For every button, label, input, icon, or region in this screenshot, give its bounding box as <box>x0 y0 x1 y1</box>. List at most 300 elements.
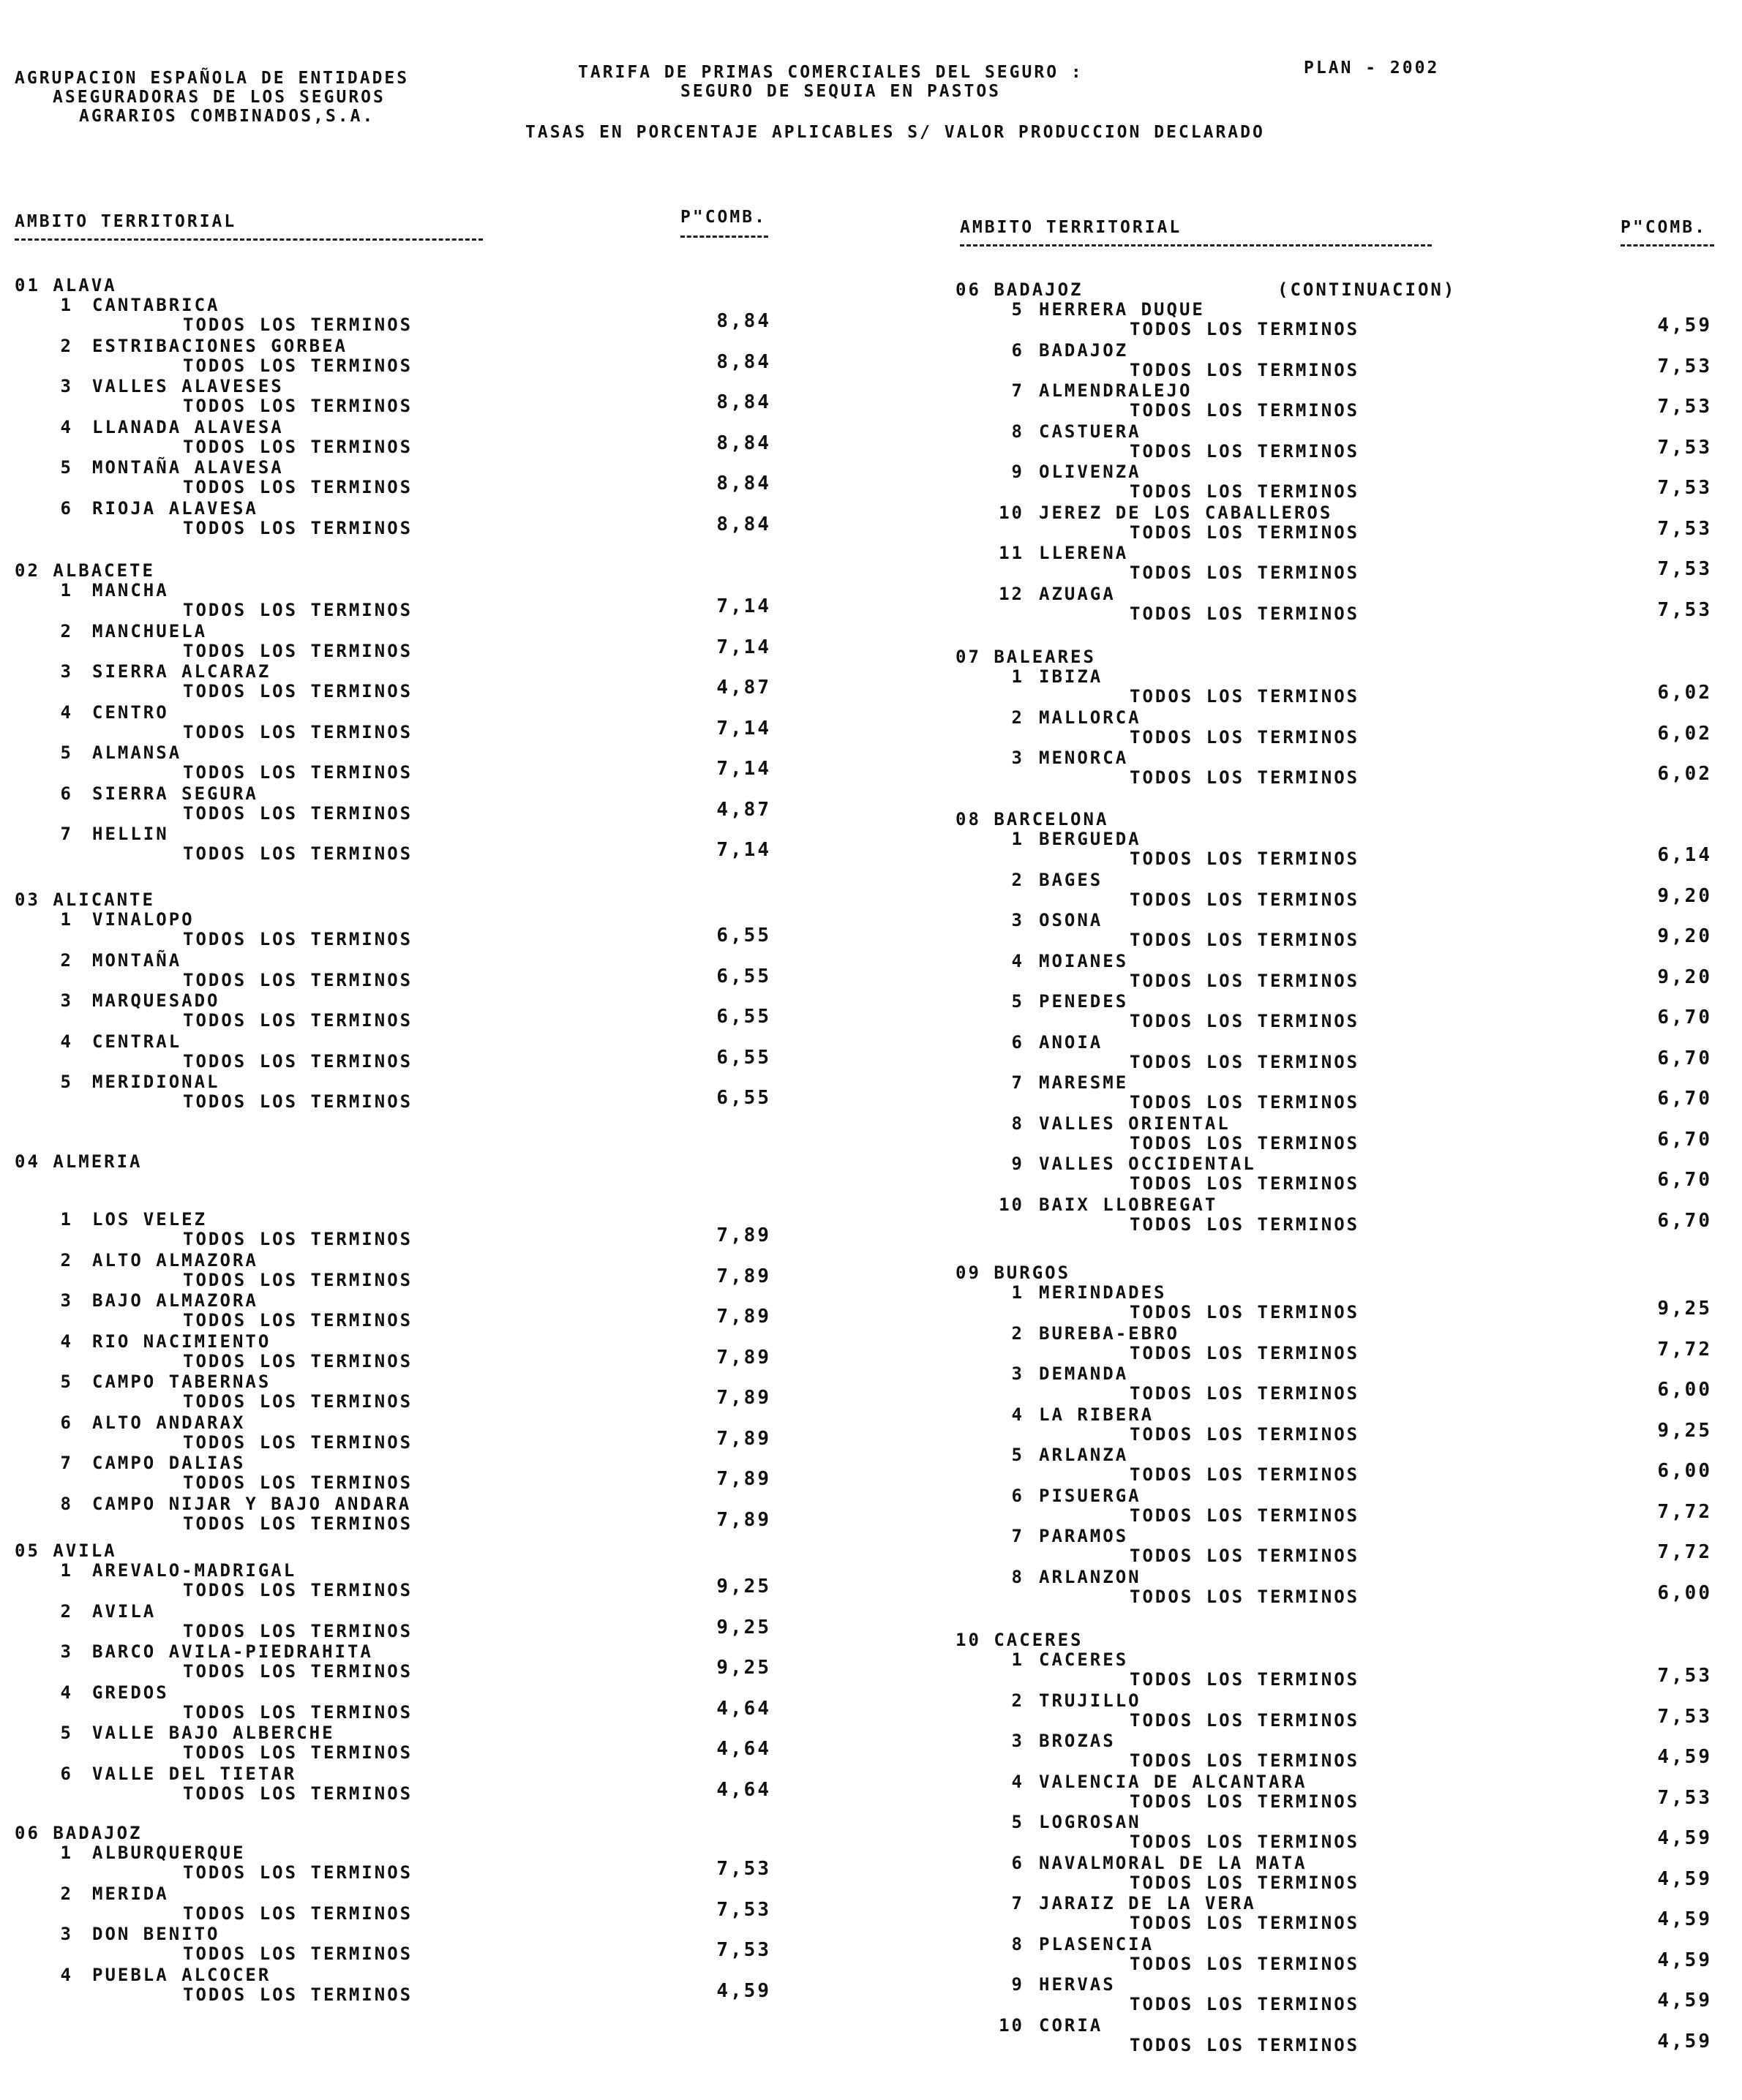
premium-rate: 9,20 <box>1657 966 1712 988</box>
terms-label: TODOS LOS TERMINOS <box>1130 1791 1360 1812</box>
comarca-number: 7 <box>60 1453 73 1473</box>
terms-label: TODOS LOS TERMINOS <box>183 315 413 335</box>
comarca-number: 2 <box>60 620 73 641</box>
column-underline-pcomb-right <box>1621 244 1714 246</box>
terms-label: TODOS LOS TERMINOS <box>1130 481 1360 502</box>
comarca-name: OSONA <box>1039 910 1103 930</box>
comarca-name: VALLE BAJO ALBERCHE <box>92 1723 335 1743</box>
comarca-number: 5 <box>60 457 73 478</box>
premium-rate: 7,72 <box>1657 1500 1712 1523</box>
premium-rate: 9,25 <box>716 1576 771 1597</box>
terms-label: TODOS LOS TERMINOS <box>1130 970 1360 991</box>
comarca-name: LOGROSAN <box>1039 1812 1141 1832</box>
terms-label: TODOS LOS TERMINOS <box>1130 1342 1360 1363</box>
terms-label: TODOS LOS TERMINOS <box>183 762 413 783</box>
comarca-name: IBIZA <box>1039 666 1103 687</box>
terms-label: TODOS LOS TERMINOS <box>1130 848 1360 869</box>
terms-label: TODOS LOS TERMINOS <box>1130 1092 1360 1113</box>
comarca-number: 8 <box>1011 421 1024 442</box>
terms-label: TODOS LOS TERMINOS <box>1130 1505 1360 1526</box>
premium-rate: 6,02 <box>1657 722 1712 745</box>
terms-label: TODOS LOS TERMINOS <box>1130 1051 1360 1072</box>
comarca-name: JARAIZ DE LA VERA <box>1039 1893 1256 1913</box>
premium-rate: 9,25 <box>716 1616 771 1638</box>
terms-label: TODOS LOS TERMINOS <box>1130 1383 1360 1404</box>
column-header-pcomb-left: P"COMB. <box>680 208 767 227</box>
premium-rate: 6,02 <box>1657 682 1712 704</box>
premium-rate: 8,84 <box>716 310 771 332</box>
premium-rate: 8,84 <box>716 432 771 454</box>
terms-label: TODOS LOS TERMINOS <box>1130 1913 1360 1933</box>
comarca-number: 4 <box>60 1682 73 1703</box>
comarca-number: 7 <box>60 824 73 844</box>
comarca-number: 1 <box>60 1209 73 1230</box>
comarca-number: 4 <box>60 416 73 437</box>
comarca-number: 5 <box>1011 299 1024 320</box>
terms-label: TODOS LOS TERMINOS <box>183 802 413 824</box>
comarca-number: 1 <box>1011 1649 1024 1670</box>
comarca-number: 6 <box>1011 339 1024 361</box>
comarca-number: 2 <box>1011 707 1024 728</box>
premium-rate: 7,89 <box>716 1306 771 1328</box>
premium-rate: 7,53 <box>1657 517 1712 540</box>
comarca-number: 2 <box>1011 1690 1024 1711</box>
terms-label: TODOS LOS TERMINOS <box>183 1010 413 1031</box>
comarca-number: 10 <box>999 2014 1024 2036</box>
comarca-number: 7 <box>1011 1893 1024 1913</box>
premium-rate: 7,53 <box>1657 1705 1712 1728</box>
premium-rate: 6,00 <box>1657 1379 1712 1401</box>
terms-label: TODOS LOS TERMINOS <box>183 477 413 497</box>
terms-label: TODOS LOS TERMINOS <box>183 355 413 376</box>
column-header-pcomb-right: P"COMB. <box>1621 218 1707 237</box>
comarca-name: ALTO ANDARAX <box>92 1412 246 1433</box>
terms-label: TODOS LOS TERMINOS <box>1130 686 1360 707</box>
comarca-name: MERIDA <box>92 1883 169 1904</box>
continuation-label: (CONTINUACION) <box>1277 279 1457 300</box>
comarca-name: MANCHA <box>92 580 169 601</box>
terms-label: TODOS LOS TERMINOS <box>1130 522 1360 543</box>
comarca-number: 4 <box>60 1964 73 1985</box>
comarca-number: 1 <box>60 1560 73 1581</box>
terms-label: TODOS LOS TERMINOS <box>1130 726 1360 748</box>
premium-rate: 4,59 <box>716 1979 771 2002</box>
comarca-name: SIERRA ALCARAZ <box>92 661 271 682</box>
comarca-number: 10 <box>999 502 1024 523</box>
org-name-line3: AGRARIOS COMBINADOS,S.A. <box>79 107 375 126</box>
comarca-number: 5 <box>60 1072 73 1092</box>
insurance-name: SEGURO DE SEQUIA EN PASTOS <box>680 82 1002 101</box>
terms-label: TODOS LOS TERMINOS <box>1130 767 1360 788</box>
terms-label: TODOS LOS TERMINOS <box>1130 1464 1360 1485</box>
comarca-name: BAGES <box>1039 869 1103 890</box>
terms-label: TODOS LOS TERMINOS <box>183 1742 413 1763</box>
premium-rate: 9,20 <box>1657 884 1712 907</box>
premium-rate: 4,59 <box>1657 1867 1712 1890</box>
premium-rate: 7,72 <box>1657 1541 1712 1563</box>
premium-rate: 7,53 <box>716 1858 771 1880</box>
comarca-number: 4 <box>60 1031 73 1052</box>
comarca-name: MOIANES <box>1039 950 1129 971</box>
province-heading: 02 ALBACETE <box>15 560 155 581</box>
terms-label: TODOS LOS TERMINOS <box>183 1269 413 1290</box>
premium-rate: 7,53 <box>1657 396 1712 418</box>
premium-rate: 7,14 <box>716 839 771 861</box>
comarca-name: CANTABRICA <box>92 295 220 315</box>
terms-label: TODOS LOS TERMINOS <box>1130 1173 1360 1194</box>
comarca-name: BADAJOZ <box>1039 339 1129 361</box>
comarca-number: 3 <box>1011 1363 1024 1384</box>
premium-rate: 8,84 <box>716 350 771 373</box>
premium-rate: 7,89 <box>716 1265 771 1287</box>
terms-label: TODOS LOS TERMINOS <box>183 1513 413 1534</box>
terms-label: TODOS LOS TERMINOS <box>1130 889 1360 910</box>
premium-rate: 4,59 <box>1657 1908 1712 1930</box>
comarca-number: 3 <box>1011 748 1024 768</box>
comarca-name: CAMPO DALIAS <box>92 1453 246 1473</box>
comarca-name: ESTRIBACIONES GORBEA <box>92 335 348 356</box>
terms-label: TODOS LOS TERMINOS <box>183 517 413 538</box>
comarca-number: 6 <box>1011 1031 1024 1053</box>
comarca-number: 8 <box>1011 1933 1024 1954</box>
comarca-number: 5 <box>60 1371 73 1392</box>
comarca-name: MERIDIONAL <box>92 1072 220 1092</box>
comarca-name: JEREZ DE LOS CABALLEROS <box>1039 502 1333 523</box>
premium-rate: 4,64 <box>716 1778 771 1801</box>
premium-rate: 6,55 <box>716 1087 771 1109</box>
comarca-number: 5 <box>1011 1812 1024 1832</box>
premium-rate: 7,53 <box>1657 558 1712 580</box>
comarca-name: MERINDADES <box>1039 1282 1167 1303</box>
premium-rate: 7,14 <box>716 758 771 780</box>
comarca-number: 7 <box>1011 1526 1024 1546</box>
terms-label: TODOS LOS TERMINOS <box>183 1661 413 1682</box>
terms-label: TODOS LOS TERMINOS <box>183 1903 413 1924</box>
comarca-name: CAMPO NIJAR Y BAJO ANDARA <box>92 1493 412 1514</box>
org-name-line1: AGRUPACION ESPAÑOLA DE ENTIDADES <box>15 69 410 88</box>
comarca-number: 7 <box>1011 380 1024 401</box>
premium-rate: 4,64 <box>716 1697 771 1720</box>
comarca-name: VINALOPO <box>92 909 195 930</box>
comarca-name: ARLANZON <box>1039 1566 1141 1587</box>
comarca-name: LLERENA <box>1039 543 1129 563</box>
comarca-number: 6 <box>60 783 73 804</box>
comarca-name: PLASENCIA <box>1039 1933 1155 1954</box>
comarca-number: 8 <box>1011 1566 1024 1587</box>
terms-label: TODOS LOS TERMINOS <box>1130 1586 1360 1607</box>
premium-rate: 7,72 <box>1657 1338 1712 1361</box>
premium-rate: 7,89 <box>716 1468 771 1490</box>
comarca-name: PUEBLA ALCOCER <box>92 1964 271 1985</box>
comarca-name: LOS VELEZ <box>92 1209 208 1230</box>
terms-label: TODOS LOS TERMINOS <box>183 1091 413 1112</box>
comarca-name: BROZAS <box>1039 1731 1116 1751</box>
premium-rate: 8,84 <box>716 473 771 494</box>
comarca-name: OLIVENZA <box>1039 462 1141 482</box>
comarca-name: MONTAÑA ALAVESA <box>92 457 284 478</box>
comarca-name: CAMPO TABERNAS <box>92 1371 271 1392</box>
province-heading: 07 BALEARES <box>956 647 1096 667</box>
rates-subtitle: TASAS EN PORCENTAJE APLICABLES S/ VALOR PRODUCCION DECLARADO <box>525 123 1265 142</box>
comarca-name: HERVAS <box>1039 1974 1116 1995</box>
terms-label: TODOS LOS TERMINOS <box>183 1431 413 1453</box>
comarca-number: 4 <box>60 1331 73 1352</box>
terms-label: TODOS LOS TERMINOS <box>1130 1302 1360 1322</box>
comarca-number: 1 <box>60 1843 73 1863</box>
comarca-number: 2 <box>60 1883 73 1904</box>
comarca-number: 3 <box>60 1641 73 1662</box>
premium-rate: 6,00 <box>1657 1460 1712 1482</box>
terms-label: TODOS LOS TERMINOS <box>183 600 413 620</box>
premium-rate: 7,89 <box>716 1508 771 1531</box>
premium-rate: 9,25 <box>1657 1419 1712 1442</box>
comarca-number: 5 <box>1011 1445 1024 1465</box>
comarca-number: 2 <box>60 335 73 356</box>
comarca-number: 7 <box>1011 1072 1024 1093</box>
terms-label: TODOS LOS TERMINOS <box>1130 1832 1360 1852</box>
premium-rate: 7,89 <box>716 1346 771 1369</box>
province-heading: 03 ALICANTE <box>15 889 155 910</box>
comarca-number: 1 <box>1011 1282 1024 1303</box>
terms-label: TODOS LOS TERMINOS <box>1130 1872 1360 1893</box>
comarca-name: BAJO ALMAZORA <box>92 1290 258 1311</box>
comarca-name: VALLES OCCIDENTAL <box>1039 1154 1256 1174</box>
premium-rate: 4,59 <box>1657 1746 1712 1768</box>
comarca-name: VALLE DEL TIETAR <box>92 1763 297 1784</box>
comarca-name: ANOIA <box>1039 1031 1103 1053</box>
comarca-number: 6 <box>60 1412 73 1433</box>
comarca-number: 4 <box>1011 1404 1024 1425</box>
comarca-number: 6 <box>60 1763 73 1784</box>
premium-rate: 8,84 <box>716 513 771 535</box>
comarca-name: SIERRA SEGURA <box>92 783 258 804</box>
comarca-name: LA RIBERA <box>1039 1404 1155 1425</box>
premium-rate: 7,53 <box>1657 598 1712 621</box>
column-header-ambito-left: AMBITO TERRITORIAL <box>15 212 237 231</box>
comarca-number: 1 <box>1011 829 1024 849</box>
column-underline-pcomb-left <box>680 236 768 238</box>
premium-rate: 6,55 <box>716 925 771 946</box>
org-name-line2: ASEGURADORAS DE LOS SEGUROS <box>53 88 386 107</box>
comarca-name: TRUJILLO <box>1039 1690 1141 1711</box>
comarca-name: GREDOS <box>92 1682 169 1703</box>
premium-rate: 7,53 <box>716 1939 771 1961</box>
comarca-name: PISUERGA <box>1039 1485 1141 1506</box>
terms-label: TODOS LOS TERMINOS <box>183 1391 413 1412</box>
terms-label: TODOS LOS TERMINOS <box>183 1350 413 1371</box>
premium-rate: 7,89 <box>716 1387 771 1409</box>
comarca-number: 6 <box>60 497 73 519</box>
province-heading: 10 CACERES <box>956 1630 1084 1650</box>
premium-rate: 6,55 <box>716 1006 771 1028</box>
comarca-name: MARESME <box>1039 1072 1129 1093</box>
terms-label: TODOS LOS TERMINOS <box>1130 1953 1360 1974</box>
premium-rate: 4,87 <box>716 677 771 699</box>
comarca-name: VALLES ALAVESES <box>92 376 284 396</box>
comarca-number: 3 <box>1011 910 1024 930</box>
terms-label: TODOS LOS TERMINOS <box>183 1862 413 1883</box>
comarca-name: CENTRO <box>92 701 169 723</box>
comarca-number: 6 <box>1011 1852 1024 1873</box>
terms-label: TODOS LOS TERMINOS <box>183 1229 413 1249</box>
comarca-name: NAVALMORAL DE LA MATA <box>1039 1852 1307 1873</box>
comarca-name: HERRERA DUQUE <box>1039 299 1205 320</box>
comarca-number: 8 <box>60 1493 73 1514</box>
terms-label: TODOS LOS TERMINOS <box>183 1472 413 1493</box>
terms-label: TODOS LOS TERMINOS <box>183 1580 413 1600</box>
comarca-number: 3 <box>60 1924 73 1944</box>
comarca-number: 6 <box>1011 1485 1024 1506</box>
premium-rate: 7,14 <box>716 636 771 658</box>
terms-label: TODOS LOS TERMINOS <box>1130 319 1360 339</box>
terms-label: TODOS LOS TERMINOS <box>1130 1709 1360 1731</box>
comarca-number: 9 <box>1011 1154 1024 1174</box>
terms-label: TODOS LOS TERMINOS <box>183 640 413 661</box>
plan-year: PLAN - 2002 <box>1304 59 1440 78</box>
terms-label: TODOS LOS TERMINOS <box>1130 603 1360 624</box>
terms-label: TODOS LOS TERMINOS <box>183 1701 413 1723</box>
comarca-number: 2 <box>1011 869 1024 890</box>
province-heading: 04 ALMERIA <box>15 1151 143 1172</box>
province-heading: 01 ALAVA <box>15 275 117 296</box>
comarca-name: MARQUESADO <box>92 990 220 1011</box>
comarca-name: PENEDES <box>1039 991 1129 1012</box>
terms-label: TODOS LOS TERMINOS <box>183 436 413 457</box>
premium-rate: 7,53 <box>1657 1665 1712 1687</box>
column-underline-ambito-right <box>960 244 1432 246</box>
premium-rate: 7,53 <box>1657 436 1712 459</box>
premium-rate: 9,25 <box>716 1657 771 1679</box>
terms-label: TODOS LOS TERMINOS <box>1130 2034 1360 2055</box>
terms-label: TODOS LOS TERMINOS <box>1130 1132 1360 1154</box>
terms-label: TODOS LOS TERMINOS <box>1130 1423 1360 1445</box>
premium-rate: 8,84 <box>716 391 771 413</box>
province-heading: 08 BARCELONA <box>956 809 1109 829</box>
premium-rate: 7,53 <box>1657 477 1712 499</box>
comarca-number: 3 <box>60 376 73 396</box>
premium-rate: 6,70 <box>1657 1169 1712 1191</box>
comarca-name: ALMENDRALEJO <box>1039 380 1193 401</box>
premium-rate: 6,70 <box>1657 1047 1712 1069</box>
comarca-number: 3 <box>60 1290 73 1311</box>
premium-rate: 4,59 <box>1657 1827 1712 1849</box>
comarca-number: 4 <box>1011 950 1024 971</box>
comarca-number: 5 <box>60 742 73 763</box>
comarca-number: 3 <box>1011 1731 1024 1751</box>
terms-label: TODOS LOS TERMINOS <box>183 843 413 864</box>
terms-label: TODOS LOS TERMINOS <box>1130 1546 1360 1566</box>
terms-label: TODOS LOS TERMINOS <box>1130 400 1360 421</box>
terms-label: TODOS LOS TERMINOS <box>183 1943 413 1964</box>
terms-label: TODOS LOS TERMINOS <box>183 1050 413 1072</box>
comarca-name: DEMANDA <box>1039 1363 1129 1384</box>
comarca-number: 1 <box>60 580 73 601</box>
premium-rate: 6,02 <box>1657 763 1712 785</box>
comarca-name: RIOJA ALAVESA <box>92 497 258 519</box>
comarca-name: MONTAÑA <box>92 949 182 971</box>
comarca-name: BAIX LLOBREGAT <box>1039 1194 1218 1215</box>
terms-label: TODOS LOS TERMINOS <box>183 969 413 990</box>
premium-rate: 7,89 <box>716 1224 771 1246</box>
premium-rate: 7,53 <box>1657 1786 1712 1809</box>
comarca-name: AREVALO-MADRIGAL <box>92 1560 297 1581</box>
premium-rate: 7,53 <box>716 1898 771 1921</box>
terms-label: TODOS LOS TERMINOS <box>183 721 413 742</box>
comarca-name: RIO NACIMIENTO <box>92 1331 271 1352</box>
comarca-number: 10 <box>999 1194 1024 1215</box>
terms-label: TODOS LOS TERMINOS <box>183 1620 413 1641</box>
comarca-number: 2 <box>60 949 73 971</box>
comarca-name: VALLES ORIENTAL <box>1039 1113 1231 1134</box>
terms-label: TODOS LOS TERMINOS <box>183 1783 413 1804</box>
comarca-name: ALTO ALMAZORA <box>92 1249 258 1271</box>
comarca-name: AZUAGA <box>1039 583 1116 604</box>
comarca-name: BUREBA-EBRO <box>1039 1322 1179 1344</box>
premium-rate: 6,14 <box>1657 844 1712 866</box>
province-heading: 06 BADAJOZ <box>15 1823 143 1843</box>
premium-rate: 6,55 <box>716 1046 771 1069</box>
comarca-name: ALMANSA <box>92 742 182 763</box>
premium-rate: 4,59 <box>1657 1949 1712 1971</box>
premium-rate: 6,70 <box>1657 1209 1712 1232</box>
comarca-name: AVILA <box>92 1600 157 1622</box>
premium-rate: 7,89 <box>716 1427 771 1450</box>
province-heading: 09 BURGOS <box>956 1262 1071 1283</box>
comarca-name: CACERES <box>1039 1649 1129 1670</box>
comarca-name: ARLANZA <box>1039 1445 1129 1465</box>
comarca-number: 11 <box>999 543 1024 563</box>
premium-rate: 9,25 <box>1657 1298 1712 1320</box>
comarca-number: 1 <box>60 295 73 315</box>
premium-rate: 4,64 <box>716 1738 771 1760</box>
province-heading: 05 AVILA <box>15 1540 117 1561</box>
comarca-number: 1 <box>60 909 73 930</box>
comarca-number: 5 <box>60 1723 73 1743</box>
column-header-ambito-right: AMBITO TERRITORIAL <box>960 218 1182 237</box>
comarca-number: 2 <box>1011 1322 1024 1344</box>
comarca-number: 9 <box>1011 462 1024 482</box>
comarca-number: 1 <box>1011 666 1024 687</box>
comarca-name: CENTRAL <box>92 1031 182 1052</box>
terms-label: TODOS LOS TERMINOS <box>1130 1994 1360 2014</box>
comarca-name: LLANADA ALAVESA <box>92 416 284 437</box>
premium-rate: 6,70 <box>1657 1128 1712 1151</box>
tariff-title: TARIFA DE PRIMAS COMERCIALES DEL SEGURO : <box>578 63 1084 82</box>
comarca-number: 12 <box>999 583 1024 604</box>
comarca-number: 4 <box>1011 1771 1024 1792</box>
premium-rate: 4,59 <box>1657 1990 1712 2011</box>
terms-label: TODOS LOS TERMINOS <box>1130 930 1360 950</box>
terms-label: TODOS LOS TERMINOS <box>183 396 413 416</box>
terms-label: TODOS LOS TERMINOS <box>1130 1750 1360 1771</box>
province-heading: 06 BADAJOZ <box>956 279 1084 300</box>
comarca-number: 3 <box>60 990 73 1011</box>
comarca-number: 4 <box>60 701 73 723</box>
comarca-name: ALBURQUERQUE <box>92 1843 246 1863</box>
terms-label: TODOS LOS TERMINOS <box>1130 1669 1360 1690</box>
comarca-number: 9 <box>1011 1974 1024 1995</box>
comarca-name: BARCO AVILA-PIEDRAHITA <box>92 1641 373 1662</box>
comarca-number: 2 <box>60 1249 73 1271</box>
premium-rate: 7,14 <box>716 717 771 739</box>
terms-label: TODOS LOS TERMINOS <box>1130 562 1360 583</box>
terms-label: TODOS LOS TERMINOS <box>1130 440 1360 462</box>
terms-label: TODOS LOS TERMINOS <box>183 1310 413 1331</box>
comarca-name: MANCHUELA <box>92 620 208 641</box>
comarca-number: 2 <box>60 1600 73 1622</box>
column-underline-ambito-left <box>15 238 483 241</box>
terms-label: TODOS LOS TERMINOS <box>1130 1213 1360 1235</box>
